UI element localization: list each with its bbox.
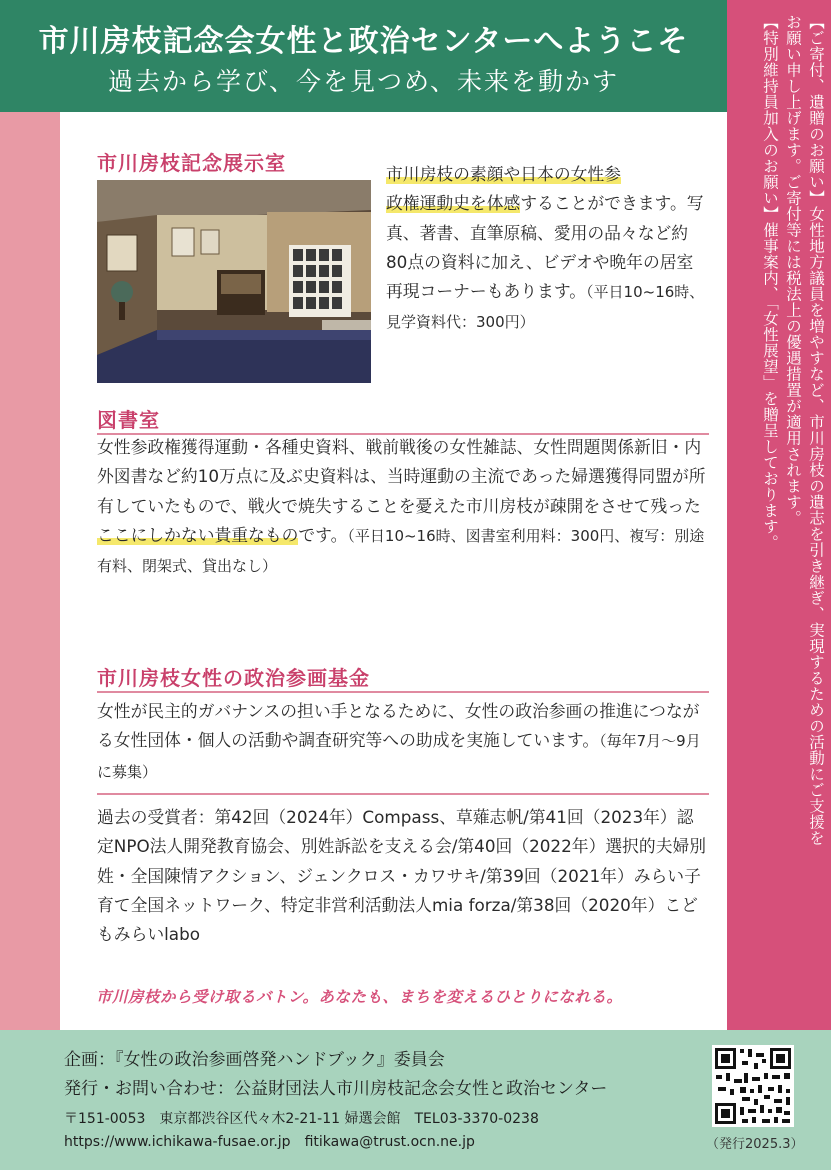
library-text: 女性参政権獲得運動・各種史資料、戦前戦後の女性雑誌、女性問題関係新旧・内外図書など約10万点に及ぶ史資料は、当時運動の主流であった婦選獲得同盟が所有していたもので、戦火で焼失することを憂えた市川房枝が疎開をさせて残った bbox=[97, 437, 706, 516]
donation-line-3: 【特別維持員加入のお願い】催事案内、「女性展望」を贈呈しております。 bbox=[761, 14, 779, 551]
fund-title: 市川房枝女性の政治参画基金 bbox=[97, 666, 370, 690]
library-note: （平日10~16時、図書室利用料：300円、複写：別途有料、閉架式、貸出なし） bbox=[97, 526, 705, 576]
page-title: 市川房枝記念会女性と政治センターへようこそ bbox=[38, 24, 689, 59]
library-highlight: ここにしかない貴重なもの bbox=[97, 524, 299, 545]
exhibit-room-image bbox=[97, 180, 371, 383]
donation-line-2: お願い申し上げます。ご寄付等には税法上の優遇措置が適用されます。 bbox=[784, 14, 802, 526]
exhibit-highlight-2: 政権運動史を体感 bbox=[386, 193, 521, 214]
issue-date: （発行2025.3） bbox=[706, 1137, 804, 1152]
library-title: 図書室 bbox=[97, 408, 160, 432]
fund-rule bbox=[97, 691, 709, 693]
footer-plan: 企画：『女性の政治参画啓発ハンドブック』委員会 bbox=[64, 1050, 445, 1070]
exhibit-text: することができます。写真、著書、直筆原稿、愛用の品々など約80点の資料に加え、ビデオや晩年の居室再現コーナーもあります。 bbox=[386, 193, 704, 302]
library-description bbox=[97, 433, 709, 581]
exhibit-note: （平日10~16時、見学資料代：300円） bbox=[386, 283, 705, 332]
qr-code[interactable] bbox=[712, 1045, 794, 1127]
fund-past-winners: 過去の受賞者：第42回（2024年）Compass、草薙志帆/第41回（2023年）認定NPO法人開発教育協会、別姓訴訟を支える会/第40回（2022年）選択的夫婦別姓・全国陳情アクション、ジェンクロス・カワサキ/第39回（2021年）みらい子育て全国ネットワーク、特定非営利活動法人mia forza/第38回（2020年）こどもみらいlabo bbox=[97, 807, 707, 945]
library-text-end: です。 bbox=[298, 524, 348, 545]
exhibit-title: 市川房枝記念展示室 bbox=[97, 151, 286, 175]
fund-note: （毎年7月～9月に募集） bbox=[97, 732, 701, 781]
donation-notice bbox=[733, 14, 827, 1019]
left-decor-band bbox=[0, 112, 60, 1030]
tagline: 市川房枝から受け取るバトン。あなたも、まちを変えるひとりになれる。 bbox=[96, 988, 623, 1006]
exhibit-highlight-1: 市川房枝の素顔や日本の女性参 bbox=[386, 164, 621, 184]
fund-description bbox=[97, 697, 709, 787]
footer-publisher: 発行・お問い合わせ：公益財団法人市川房枝記念会女性と政治センター bbox=[64, 1079, 608, 1099]
fund-text: 女性が民主的ガバナンスの担い手となるために、女性の政治参画の推進につながる女性団体・個人の活動や調査研究等への助成を実施しています。 bbox=[97, 701, 700, 751]
footer-address: 〒151-0053 東京都渋谷区代々木2-21-11 婦選会館 TEL03-3370-0238 bbox=[64, 1111, 539, 1127]
fund-divider bbox=[97, 793, 709, 795]
footer-web-email[interactable]: https://www.ichikawa-fusae.or.jp fitikawa@trust.ocn.ne.jp bbox=[64, 1134, 475, 1150]
donation-line-1: 【ご寄付、遺贈のお願い】女性地方議員を増やすなど、市川房枝の遺志を引き継ぎ、実現するための活動にご支援を bbox=[807, 14, 825, 846]
page-subtitle: 過去から学び、今を見つめ、未来を動かす bbox=[107, 67, 619, 96]
qr-code-icon bbox=[712, 1045, 794, 1127]
exhibit-room-photo bbox=[97, 180, 371, 383]
exhibit-description bbox=[386, 160, 708, 338]
